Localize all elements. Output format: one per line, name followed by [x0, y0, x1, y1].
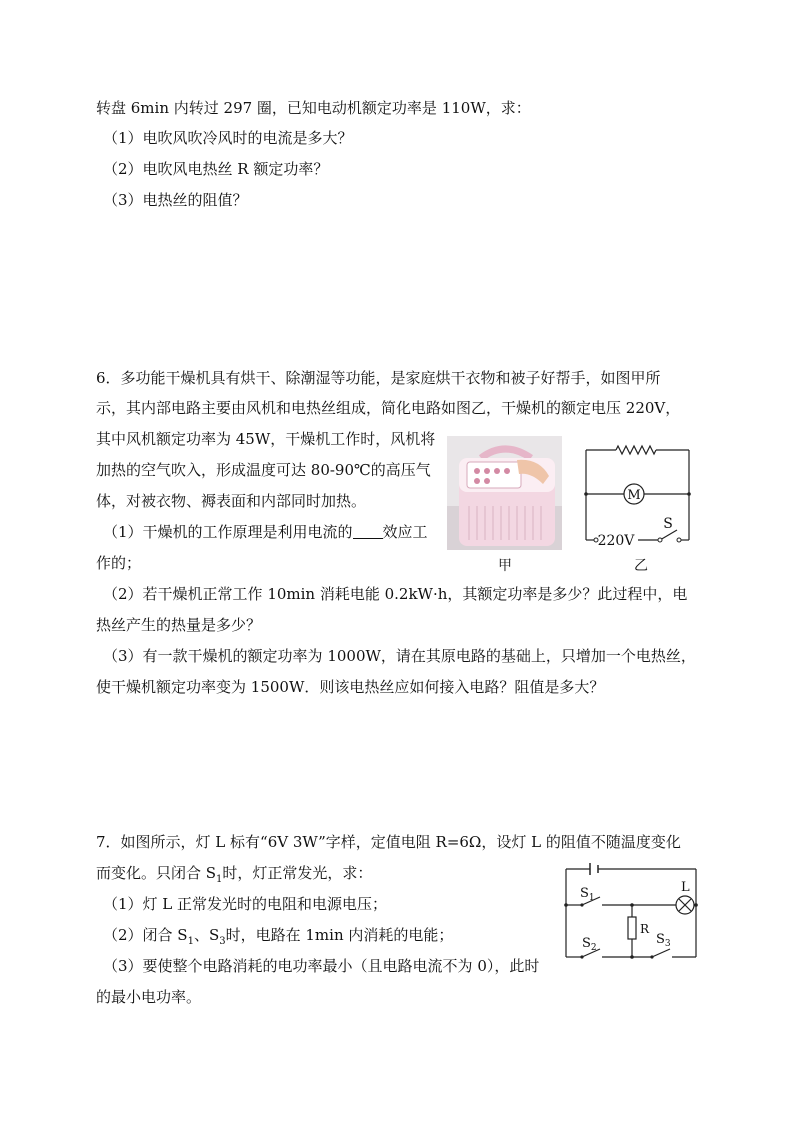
switch-s3-label: $S_3$: [656, 932, 671, 949]
q7-part3: （3）要使整个电路消耗的电功率最小（且电路电流不为 0），此时: [103, 957, 540, 975]
dryer-circuit-diagram: [580, 440, 695, 550]
q6-line1: 6．多功能干燥机具有烘干、除潮湿等功能，是家庭烘干衣物和被子好帮手，如图甲所: [96, 369, 661, 387]
q6-line2: 示，其内部电路主要由风机和电热丝组成，简化电路如图乙，干燥机的额定电压 220V，: [96, 399, 681, 417]
q7-line1: 7．如图所示，灯 L 标有“6V 3W”字样，定值电阻 R=6Ω，设灯 L 的阻值不随温度变化: [96, 833, 681, 851]
lamp-circuit-diagram: [560, 855, 705, 965]
q6-part1: （1）干燥机的工作原理是利用电流的 效应工: [103, 523, 428, 541]
q5-intro: 转盘 6min 内转过 297 圈，已知电动机额定功率是 110W，求：: [96, 99, 531, 117]
resistor-label: R: [640, 922, 650, 936]
dryer-photo: [447, 436, 562, 550]
fig-yi-caption: 乙: [634, 558, 648, 574]
q7-line2: 而变化。只闭合 $S_1$时，灯正常发光，求：: [96, 864, 373, 885]
q7-part2: （2）闭合 $S_1$、$S_3$时，电路在 1min 内消耗的电能；: [103, 926, 454, 947]
q6-part3-cont: 使干燥机额定功率变为 1500W．则该电热丝应如何接入电路？阻值是多大？: [96, 678, 605, 696]
q5-part3: （3）电热丝的阻值？: [103, 191, 248, 209]
motor-label: M: [627, 488, 641, 503]
q7-part1: （1）灯 L 正常发光时的电阻和电源电压；: [103, 895, 388, 913]
switch-label: S: [663, 516, 673, 532]
lamp-label: L: [681, 880, 690, 895]
q6-line5: 体，对被衣物、褥表面和内部同时加热。: [96, 492, 367, 510]
switch-s2-label: $S_2$: [582, 936, 597, 953]
fig-jia-caption: 甲: [498, 558, 512, 574]
q6-line3: 其中风机额定功率为 45W，干燥机工作时，风机将: [96, 430, 436, 448]
q5-part1: （1）电吹风吹冷风时的电流是多大？: [103, 129, 353, 147]
q7-part3-cont: 的最小电功率。: [96, 988, 202, 1006]
q6-line4: 加热的空气吹入，形成温度可达 80-90℃的高压气: [96, 461, 431, 479]
q6-part2: （2）若干燥机正常工作 10min 消耗电能 0.2kW·h，其额定功率是多少？此过程中，电: [103, 585, 688, 603]
answer-blank: [353, 524, 383, 539]
voltage-label: 220V: [597, 533, 635, 549]
q5-part2: （2）电吹风电热丝 R 额定功率？: [103, 160, 329, 178]
switch-s1-label: $S_1$: [580, 886, 595, 903]
q6-part1-cont: 作的；: [96, 554, 142, 572]
q6-part2-cont: 热丝产生的热量是多少？: [96, 616, 262, 634]
q6-part3: （3）有一款干燥机的额定功率为 1000W，请在其原电路的基础上，只增加一个电热丝，: [103, 647, 696, 665]
